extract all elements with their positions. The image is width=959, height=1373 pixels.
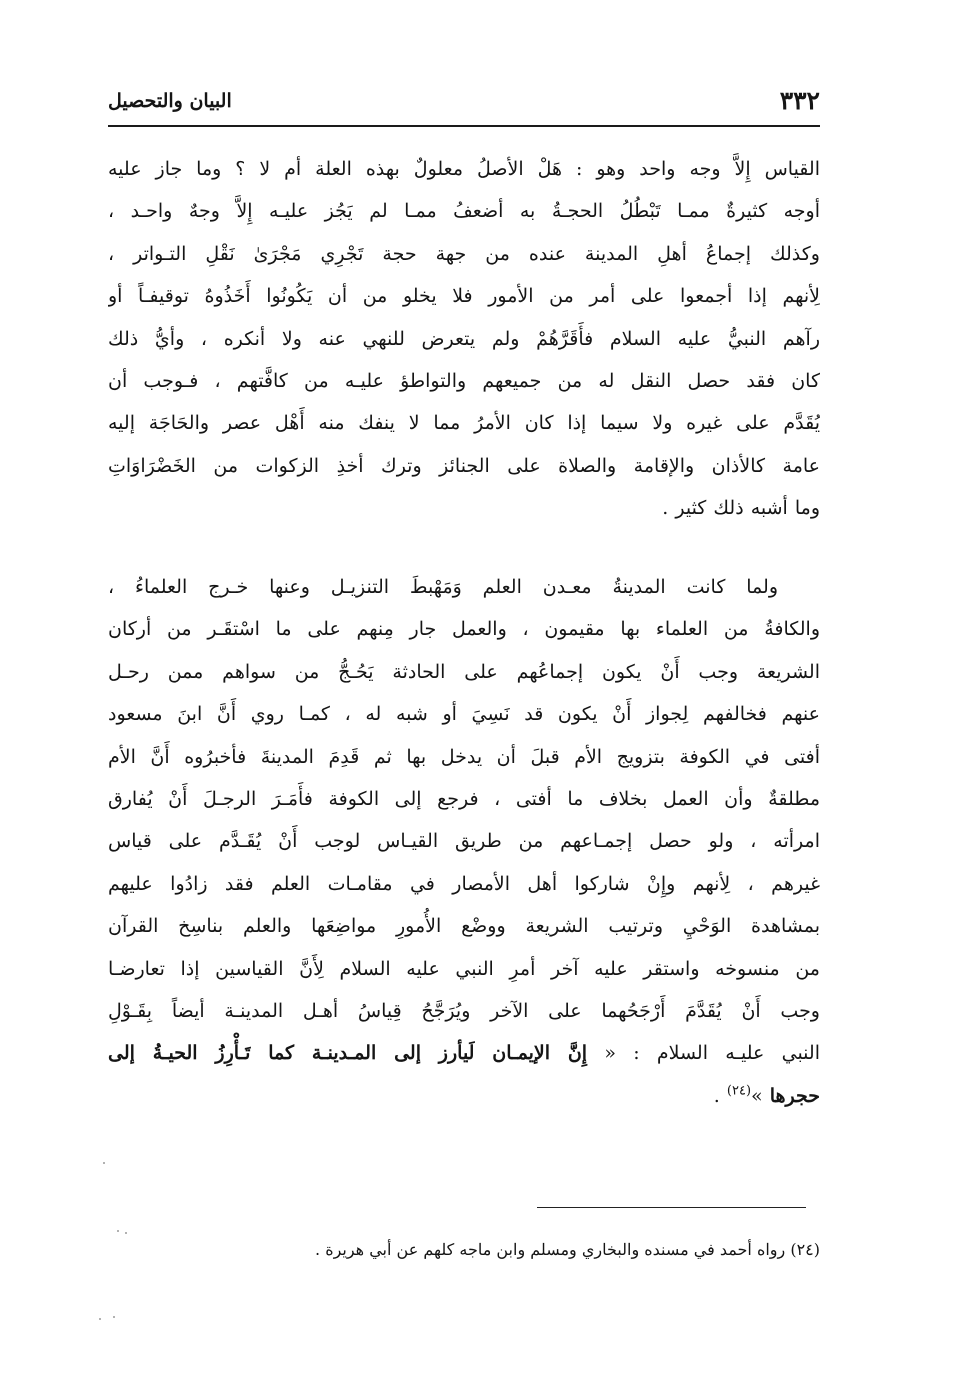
- sentence-end: .: [713, 1084, 727, 1107]
- hadith-text-end: حجرها: [769, 1084, 820, 1107]
- running-title: البيان والتحصيل: [108, 90, 232, 112]
- text-line: عامة كالأذان والإقامة والصلاة على الجنائز وترك أخذِ الزكوات من الخَضْرَاوَاتِ: [108, 454, 820, 477]
- text-line: وجب أَنْ يُقَدَّمَ أَرْجَحُهما على الآخر ويُرَجَّحُ قِياسُ أهـل المدينـة أيضاً بِقَـوْلِ: [108, 1000, 820, 1023]
- footnote-divider: [537, 1207, 806, 1208]
- scan-speck: [99, 1318, 101, 1320]
- hadith-text: إِنَّ الإيمـان لَيأرز إلى المـدينـة كما تَـأْرِزُ الحيـةُ إلى: [108, 1042, 588, 1065]
- scan-speck: [103, 1162, 105, 1164]
- text-line: وما أشبه ذلك كثير .: [662, 497, 820, 520]
- page-number: ٣٣٢: [779, 86, 820, 115]
- text-line: وكذلك إجماعُ أهلِ المدينة عنده من جهة حجة تَجْرِي مَجْرَىٰ نَقْلِ التـواتر ،: [108, 242, 820, 265]
- text-line: ولما كانت المدينةُ معـدن العلم وَمَهْبطَ التنزيـل وعنها خـرج العلماءُ ،: [108, 576, 778, 598]
- page-header: [108, 86, 820, 126]
- footnote: (٢٤) رواه أحمد في مسنده والبخاري ومسلم وابن ماجه كلهم عن أبي هريرة .: [315, 1240, 820, 1259]
- text-line: من منسوخه واستقر عليه آخر أمرِ النبي عليه السلام لِأَنَّ القياسين إذا تعارضـا: [108, 957, 820, 980]
- text-line: القياس إِلاَّ وجه واحد وهو : هَلْ الأصلُ معلولٌ بهذه العلة أم لا ؟ وما جاز عليه: [108, 158, 820, 180]
- text-line: بمشاهدة الوَحْيِ وترتيب الشريعة ووضْع الأُمورِ مواضِعَها والعلم بناسِخ القرآن: [108, 915, 820, 938]
- hadith-line-1: [108, 1032, 820, 1074]
- hadith-intro: النبي عليـه السلام : «: [604, 1042, 820, 1065]
- text-line: أفتى في الكوفة بتزويج الأم قبلَ أن يدخل بها ثم قَدِمَ المدينةَ فأخبرُوه أَنَّ الأم: [108, 745, 820, 768]
- text-line: مطلقةٌ وأن العمل بخلاف ما أفتى ، فرجع إلى الكوفة فأَمَـرَ الرجـلَ أَنْ يُفارق: [108, 788, 820, 811]
- text-line: لِأنهم إذا أجمعوا على أمر من الأمور فلا يخلو من أن يَكُونُوا أَخَذُوهُ توقيفـاً أو: [108, 285, 820, 308]
- header-divider: [108, 125, 820, 127]
- text-line: كان فقد حصل النقل له من جميعهم والتواطؤ عليـه من كافَّتهم ، فـوجب أن: [108, 370, 820, 393]
- text-line: رآهم النبيُّ عليه السلام فأَقَرَّهُمْ ولم يتعرض للنهي عنه ولا أنكره ، وأيُّ ذلك: [108, 327, 820, 350]
- hadith-line-2: [108, 1075, 820, 1117]
- text-line: غيرهم ، لِأنهم وإِنْ شاركوا أهل الأمصار في مقامـات العلم فقد زادُوا عليهم: [108, 872, 820, 895]
- text-line: يُقَدَّم على غيره ولا سيما إذا كان الأمرُ مما لا ينفك منه أَهْل عصر والحَاجَة إليه: [108, 412, 820, 435]
- text-line: والكافةُ من العلماء بها مقيمون ، والعمل جار مِنهم على ما اسْتقَـر من أركان: [108, 618, 820, 641]
- paragraph-2: [108, 566, 820, 1117]
- paragraph-1: [108, 148, 820, 530]
- scan-speck: [113, 1316, 115, 1318]
- text-line: أوجه كثيرةٌ ممـا تَبْطُلُ الحجـةُ به أضعفُ ممـا لم يَجُز عليـه إِلاَّ وجهٌ واحـد ،: [108, 200, 820, 223]
- scan-speck: [117, 1230, 119, 1232]
- text-line: امرأته ، ولو حصل إجمـاعهم من طريق القيـاس لوجب أَنْ يُقَـدَّم على قياس: [108, 830, 820, 853]
- text-line: عنهم فخالفهم لِجواز أَنْ يكون قد نَسِيَ أو شبه له ، كمـا روي أَنَّ ابنَ مسعود: [108, 703, 820, 726]
- text-line: الشريعة وجب أَنْ يكون إجماعُهم على الحادثة يَحُـجُّ من سواهم ممن رحـل: [108, 660, 820, 683]
- footnote-reference[interactable]: (٢٤): [726, 1083, 752, 1099]
- hadith-close-quote: »: [751, 1084, 763, 1107]
- scan-speck: [125, 1232, 127, 1234]
